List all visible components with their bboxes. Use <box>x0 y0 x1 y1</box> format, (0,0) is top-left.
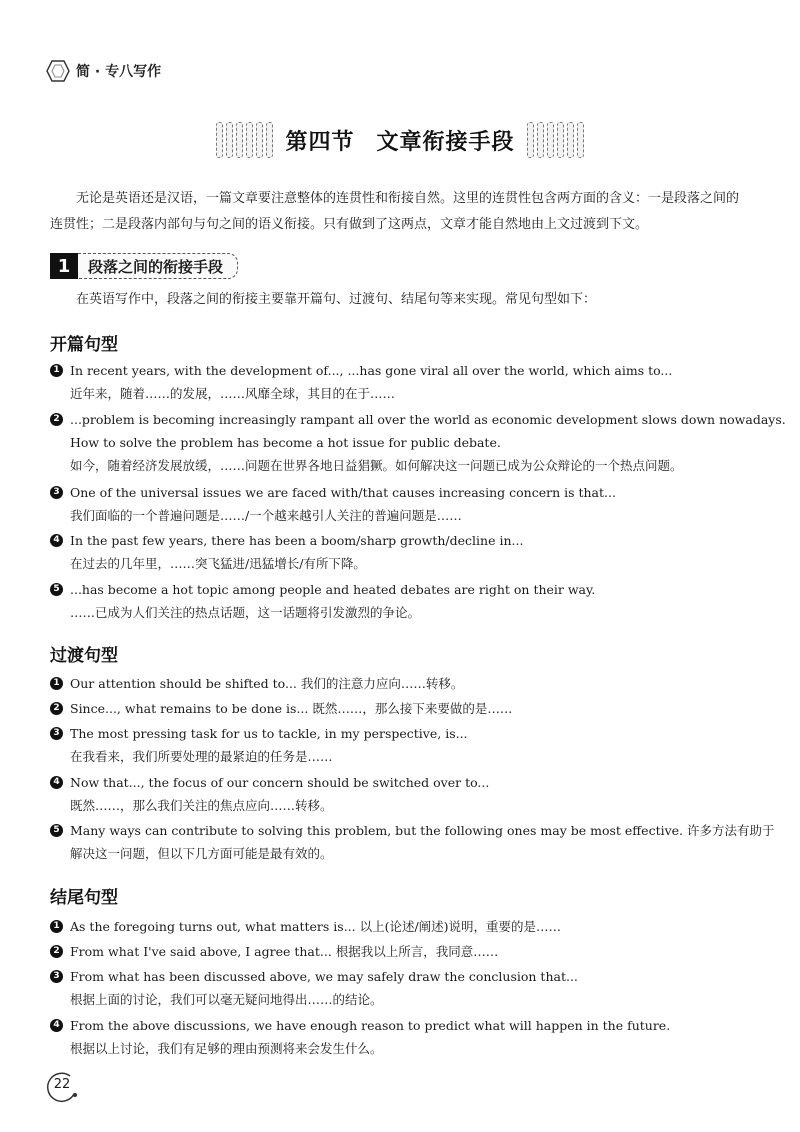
english-sentence-continued: How to solve the problem has become a hot issue for public debate. <box>70 435 501 450</box>
list-item <box>50 722 762 768</box>
number-badge: 4 <box>50 776 63 789</box>
category-transition: 过渡句型 <box>50 646 118 666</box>
right-decoration-bars <box>527 122 584 158</box>
number-badge: 5 <box>50 583 63 596</box>
category-closing: 结尾句型 <box>50 888 118 908</box>
list-item <box>50 359 762 405</box>
english-sentence: From what has been discussed above, we may safely draw the conclusion that... <box>70 969 578 984</box>
list-item <box>50 672 762 695</box>
chinese-translation: 在过去的几年里，……突飞猛进/迅猛增长/有所下降。 <box>70 556 366 571</box>
list-item <box>50 1014 762 1060</box>
number-badge: 5 <box>50 824 63 837</box>
page-number <box>44 1068 80 1104</box>
list-item <box>50 529 762 575</box>
chinese-translation: 解决这一问题，但以下几方面可能是最有效的。 <box>70 846 333 861</box>
list-item <box>50 940 762 963</box>
number-badge: 2 <box>50 702 63 715</box>
list-item <box>50 481 762 527</box>
list-item <box>50 771 762 817</box>
chinese-translation: 近年来，随着……的发展，……风靡全球，其目的在于…… <box>70 386 396 401</box>
chinese-translation: 在我看来，我们所要处理的最紧迫的任务是…… <box>70 749 333 764</box>
english-sentence: The most pressing task for us to tackle, in my perspective, is... <box>70 726 468 741</box>
english-sentence: Now that..., the focus of our concern should be switched over to... <box>70 775 490 790</box>
section-title-banner <box>0 122 800 158</box>
section-number: 1 <box>50 253 78 279</box>
chinese-translation: 根据上面的讨论，我们可以毫无疑问地得出……的结论。 <box>70 992 383 1007</box>
number-badge: 1 <box>50 920 63 933</box>
number-badge: 2 <box>50 945 63 958</box>
list-item <box>50 578 762 624</box>
title-part-1: 第四节 <box>285 129 355 155</box>
number-badge: 4 <box>50 534 63 547</box>
chinese-translation: 我们面临的一个普遍问题是……/一个越来越引人关注的普遍问题是…… <box>70 508 462 523</box>
number-badge: 1 <box>50 677 63 690</box>
english-sentence: Many ways can contribute to solving this problem, but the following ones may be most effective. 许多方法有助于 <box>70 823 775 838</box>
english-sentence: In recent years, with the development of..., ...has gone viral all over the world, which aims to... <box>70 363 673 378</box>
english-sentence: ...has become a hot topic among people and heated debates are right on their way. <box>70 582 596 597</box>
list-item <box>50 819 775 865</box>
list-item <box>50 965 762 1011</box>
header-text: 简 · 专八写作 <box>76 64 162 80</box>
english-sentence: From the above discussions, we have enough reason to predict what will happen in the future. <box>70 1018 671 1033</box>
list-item <box>50 915 762 938</box>
intro-paragraph: 无论是英语还是汉语，一篇文章要注意整体的连贯性和衔接自然。这里的连贯性包含两方面的含义：一是段落之间的连贯性；二是段落内部句与句之间的语义衔接。只有做到了这两点，文章才能自然地由上文过渡到下文。 <box>50 191 740 232</box>
page-number-text: 22 <box>53 1077 71 1092</box>
english-sentence: In the past few years, there has been a boom/sharp growth/decline in... <box>70 533 524 548</box>
chinese-translation: ……已成为人们关注的热点话题，这一话题将引发激烈的争论。 <box>70 605 421 620</box>
list-item <box>50 408 786 477</box>
english-sentence: From what I've said above, I agree that... 根据我以上所言，我同意…… <box>70 944 499 959</box>
number-badge: 3 <box>50 727 63 740</box>
category-opening: 开篇句型 <box>50 335 118 355</box>
section-title: 段落之间的衔接手段 <box>78 253 238 279</box>
number-badge: 2 <box>50 413 63 426</box>
english-sentence: As the foregoing turns out, what matters is... 以上(论述/阐述)说明，重要的是…… <box>70 919 562 934</box>
english-sentence: One of the universal issues we are faced with/that causes increasing concern is that... <box>70 485 616 500</box>
hexagon-logo-icon <box>46 60 70 82</box>
english-sentence: Our attention should be shifted to... 我们的注意力应向……转移。 <box>70 676 464 691</box>
chinese-translation: 如今，随着经济发展放缓，……问题在世界各地日益猖獗。如何解决这一问题已成为公众辩论的一个热点问题。 <box>70 458 683 473</box>
left-decoration-bars <box>216 122 273 158</box>
number-badge: 1 <box>50 364 63 377</box>
section-intro: 在英语写作中，段落之间的衔接主要靠开篇句、过渡句、结尾句等来实现。常见句型如下： <box>76 292 597 307</box>
chinese-translation: 既然……，那么我们关注的焦点应向……转移。 <box>70 798 333 813</box>
number-badge: 4 <box>50 1019 63 1032</box>
list-item <box>50 697 762 720</box>
section-heading <box>50 253 238 279</box>
number-badge: 3 <box>50 486 63 499</box>
english-sentence: Since..., what remains to be done is... 既然……，那么接下来要做的是…… <box>70 701 513 716</box>
page-title <box>285 125 514 156</box>
english-sentence: ...problem is becoming increasingly rampant all over the world as economic development slows down nowadays. <box>70 412 786 427</box>
number-badge: 3 <box>50 970 63 983</box>
title-part-2: 文章衔接手段 <box>376 129 515 155</box>
chinese-translation: 根据以上讨论，我们有足够的理由预测将来会发生什么。 <box>70 1041 383 1056</box>
running-header <box>46 60 161 82</box>
